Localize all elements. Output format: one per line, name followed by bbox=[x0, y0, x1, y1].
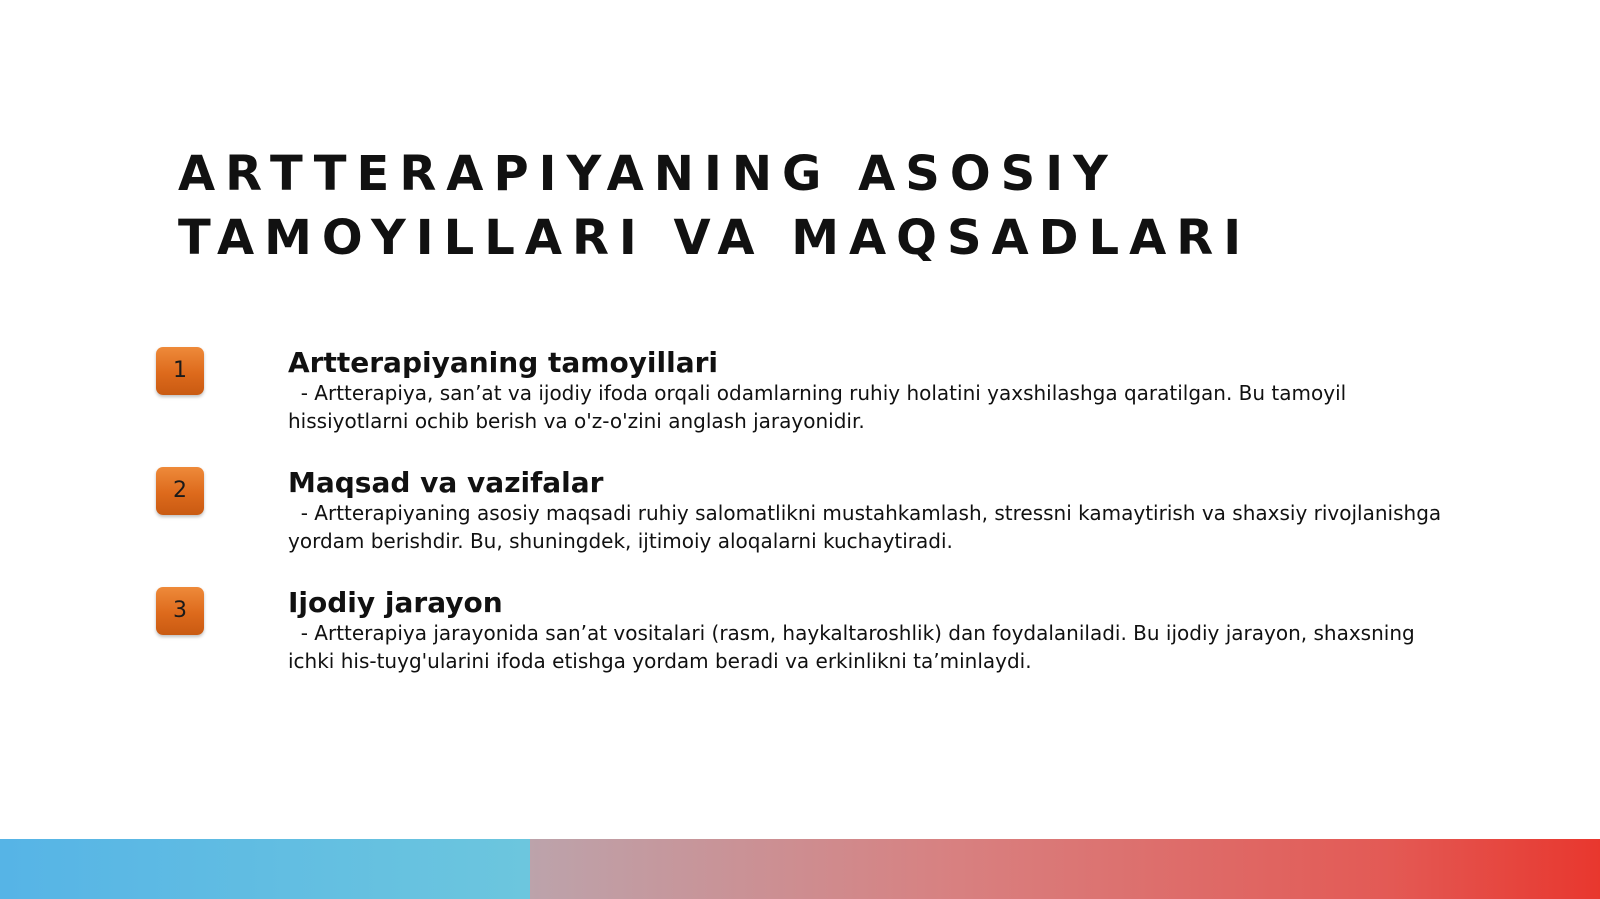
item-heading: Artterapiyaning tamoyillari bbox=[288, 346, 719, 379]
item-description: - Artterapiya, san’at va ijodiy ifoda orqali odamlarning ruhiy holatini yaxshilashga qaratilgan. Bu tamoyil hissiyotlarni ochib berish va o'z-o'zini anglash jarayonidir. bbox=[288, 381, 1353, 433]
bottom-bar-blue-segment bbox=[0, 839, 530, 899]
bottom-color-bar bbox=[0, 839, 1600, 899]
item-heading: Maqsad va vazifalar bbox=[288, 466, 604, 499]
item-text bbox=[288, 347, 1448, 435]
number-badge: 1 bbox=[156, 347, 204, 395]
item-description: - Artterapiya jarayonida san’at vositalari (rasm, haykaltaroshlik) dan foydalaniladi. Bu ijodiy jarayon, shaxsning ichki his-tuyg'ularini ifoda etishga yordam beradi va erkinlikni ta’minlaydi. bbox=[288, 621, 1422, 673]
number-badge: 2 bbox=[156, 467, 204, 515]
bottom-bar-red-segment bbox=[530, 839, 1600, 899]
slide-title-line-2: TAMOYILLARI VA MAQSADLARI bbox=[178, 210, 1252, 266]
item-description: - Artterapiyaning asosiy maqsadi ruhiy salomatlikni mustahkamlash, stressni kamaytirish va shaxsiy rivojlanishga yordam berishdir. Bu, shuningdek, ijtimoiy aloqalarni kuchaytiradi. bbox=[288, 501, 1448, 553]
slide-title-line-1: ARTTERAPIYANING ASOSIY bbox=[178, 146, 1118, 202]
number-badge: 3 bbox=[156, 587, 204, 635]
item-text bbox=[288, 467, 1448, 555]
item-text bbox=[288, 587, 1448, 675]
item-heading: Ijodiy jarayon bbox=[288, 586, 503, 619]
